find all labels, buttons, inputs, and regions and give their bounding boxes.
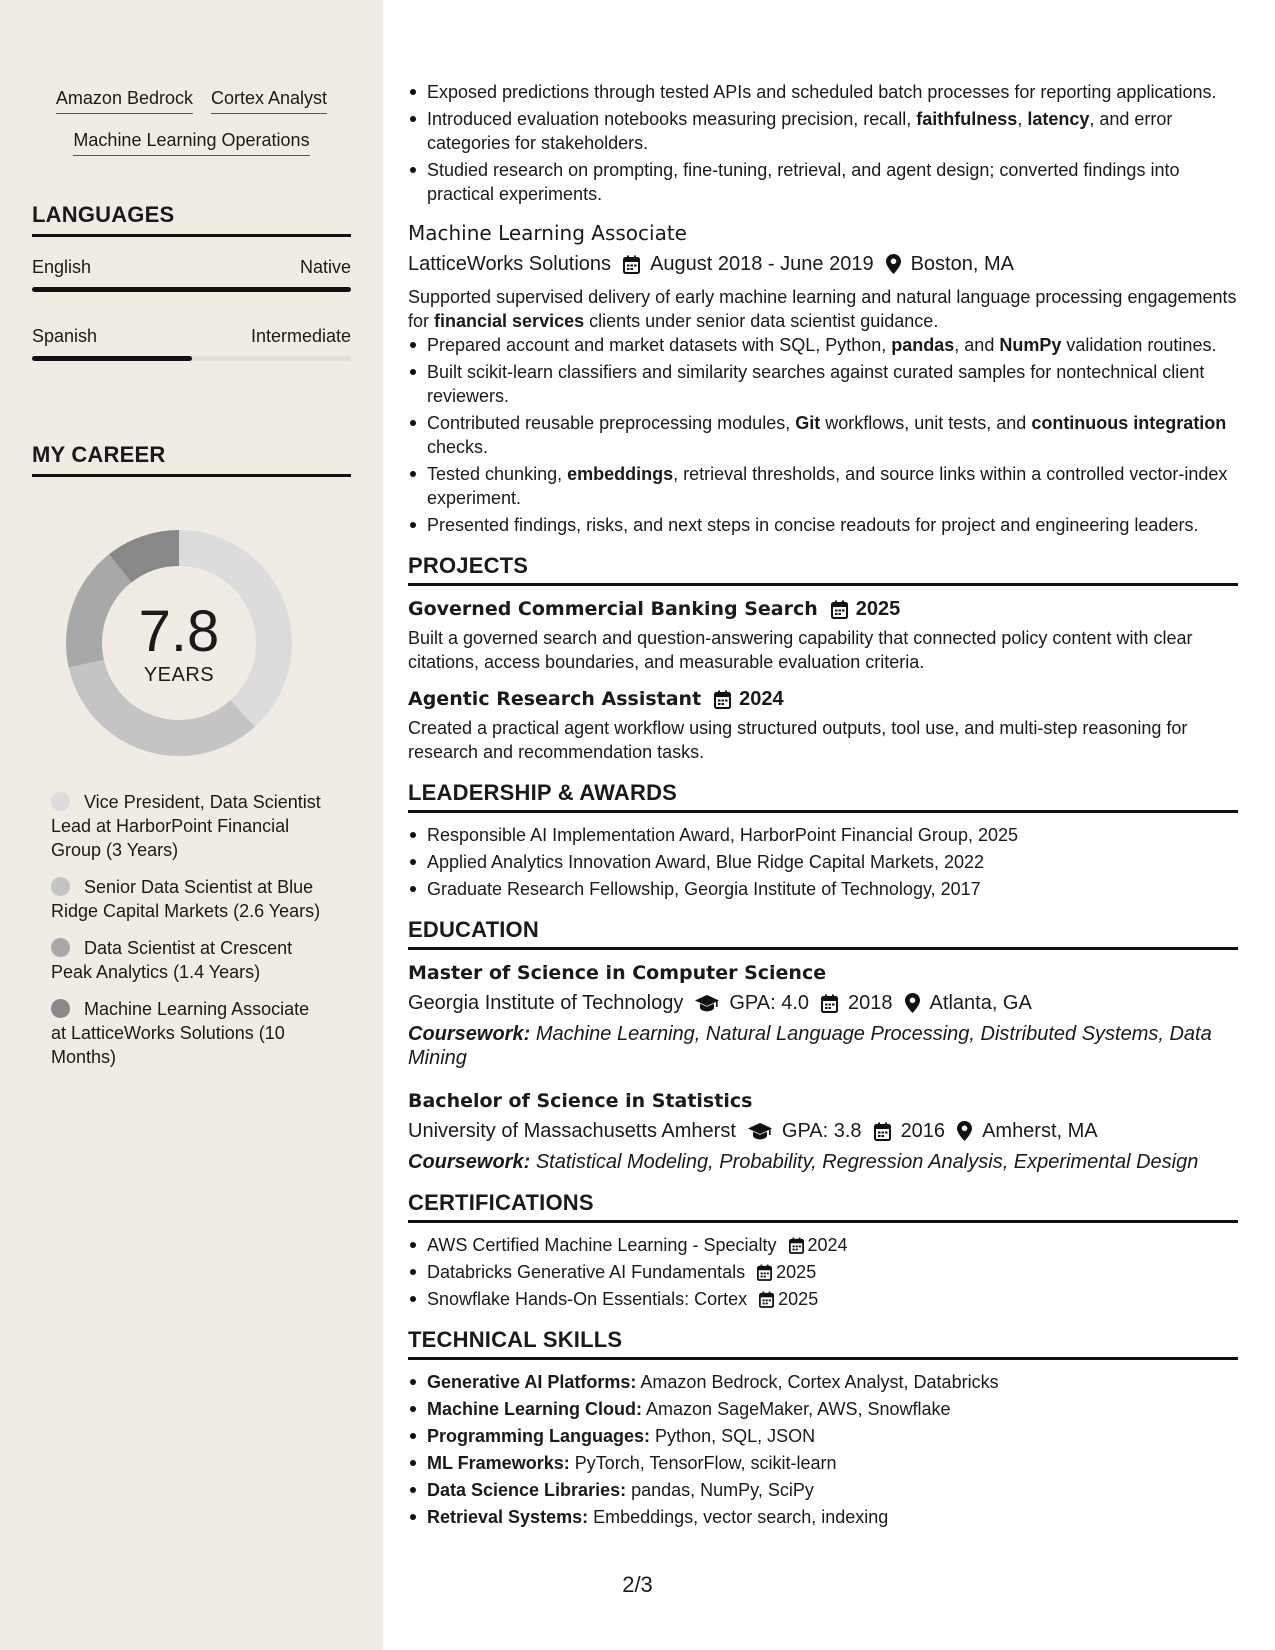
skill-item [408, 1397, 1238, 1421]
career-legend-item [51, 790, 326, 862]
language-name: English [32, 257, 92, 277]
calendar-icon [714, 690, 731, 709]
skill-item [408, 1478, 1238, 1502]
skill-values: Amazon Bedrock, Cortex Analyst, Databricks [640, 1372, 999, 1392]
company-name: LatticeWorks Solutions [408, 253, 612, 275]
graduation-cap-icon [748, 1123, 772, 1140]
project-description: Created a practical agent workflow using structured outputs, tool use, and multi-step reasoning for research and recommendation tasks. [408, 718, 1188, 762]
career-unit: YEARS [143, 664, 215, 686]
certification-item [408, 1233, 1238, 1257]
proficiency-fill [32, 356, 192, 361]
legend-dot [51, 792, 70, 811]
technical-skills-heading: TECHNICAL SKILLS [408, 1327, 1238, 1360]
role-summary: Supported supervised delivery of early machine learning and natural language processing engagements for financial services clients under senior data scientist guidance. [408, 287, 1237, 331]
sidebar [0, 0, 383, 1650]
degree-title: Master of Science in Computer Science [408, 962, 827, 984]
certifications-list [408, 1233, 1238, 1311]
coursework [408, 1022, 1238, 1070]
legend-dot [51, 877, 70, 896]
career-legend-item [51, 875, 326, 923]
bullet-item: Built scikit-learn classifiers and similarity searches against curated samples for nontechnical client reviewers. [408, 360, 1238, 408]
coursework-list: Statistical Modeling, Probability, Regression Analysis, Experimental Design [535, 1151, 1199, 1173]
calendar-icon [831, 600, 848, 619]
skill-category: Retrieval Systems: [427, 1507, 589, 1527]
project-name: Agentic Research Assistant [408, 688, 702, 710]
skill-item [408, 1424, 1238, 1448]
skill-category: Machine Learning Cloud: [427, 1399, 643, 1419]
certification-item [408, 1287, 1238, 1311]
certification-item [408, 1260, 1238, 1284]
project-year: 2025 [855, 598, 901, 620]
coursework-list: Machine Learning, Natural Language Processing, Distributed Systems, Data Mining [408, 1023, 1212, 1069]
education-entry [408, 960, 1238, 1070]
proficiency-fill [32, 287, 351, 292]
bullet-item: Exposed predictions through tested APIs and scheduled batch processes for reporting applications. [408, 80, 1238, 104]
proficiency-bar [32, 356, 351, 361]
career-legend-item [51, 936, 326, 984]
calendar-icon [757, 1264, 772, 1281]
coursework-label: Coursework: [408, 1023, 531, 1045]
location-pin-icon [957, 1121, 972, 1141]
skill-values: Amazon SageMaker, AWS, Snowflake [646, 1399, 951, 1419]
skill-values: PyTorch, TensorFlow, scikit-learn [574, 1453, 837, 1473]
coursework [408, 1150, 1238, 1174]
calendar-icon [789, 1237, 804, 1254]
career-legend-item [51, 997, 326, 1069]
calendar-icon [759, 1291, 774, 1308]
skill-item [408, 1505, 1238, 1529]
award-item: Applied Analytics Innovation Award, Blue Ridge Capital Markets, 2022 [408, 850, 1238, 874]
award-item: Responsible AI Implementation Award, HarborPoint Financial Group, 2025 [408, 823, 1238, 847]
bullet-item: Tested chunking, embeddings, retrieval thresholds, and source links within a controlled vector-index experiment. [408, 462, 1238, 510]
certifications-heading: CERTIFICATIONS [408, 1190, 1238, 1223]
language-english [32, 256, 351, 292]
bullet-item: Presented findings, risks, and next steps in concise readouts for project and engineering leaders. [408, 513, 1238, 537]
proficiency-bar [32, 287, 351, 292]
skill-tag: Amazon Bedrock [56, 86, 193, 114]
page-number: 2/3 [622, 1572, 653, 1597]
award-item: Graduate Research Fellowship, Georgia Institute of Technology, 2017 [408, 877, 1238, 901]
certification-name: Databricks Generative AI Fundamentals [427, 1262, 746, 1282]
awards-list [408, 823, 1238, 901]
graduation-year: 2016 [900, 1120, 946, 1142]
career-legend [51, 790, 326, 1082]
technical-skills-list [408, 1370, 1238, 1529]
project-title [408, 686, 1238, 712]
education-meta [408, 990, 1238, 1016]
skill-tags [32, 86, 351, 156]
skill-tag: Machine Learning Operations [73, 128, 309, 156]
calendar-icon [821, 994, 838, 1013]
gpa: GPA: 3.8 [781, 1120, 862, 1142]
skill-tag: Cortex Analyst [211, 86, 327, 114]
education-heading: EDUCATION [408, 917, 1238, 950]
location-pin-icon [905, 993, 920, 1013]
calendar-icon [623, 255, 640, 274]
certification-year: 2025 [776, 1262, 817, 1282]
role-title: Machine Learning Associate [408, 221, 687, 245]
career-label: Data Scientist at Crescent Peak Analytics (1.4 Years) [51, 938, 293, 982]
role-location: Boston, MA [910, 253, 1014, 275]
bullet-item: Introduced evaluation notebooks measuring precision, recall, faithfulness, latency, and error categories for stakeholders. [408, 107, 1238, 155]
skill-values: pandas, NumPy, SciPy [631, 1480, 814, 1500]
calendar-icon [874, 1122, 891, 1141]
role-bullets [408, 333, 1238, 537]
school-name: University of Massachusetts Amherst [408, 1120, 736, 1142]
school-location: Atlanta, GA [929, 992, 1032, 1014]
language-level: Intermediate [250, 326, 351, 346]
skill-item [408, 1370, 1238, 1394]
skill-item [408, 1451, 1238, 1475]
bullet-item: Contributed reusable preprocessing modules, Git workflows, unit tests, and continuous integration checks. [408, 411, 1238, 459]
degree-title: Bachelor of Science in Statistics [408, 1090, 753, 1112]
language-name: Spanish [32, 326, 98, 346]
career-donut-chart [66, 530, 292, 756]
skill-values: Embeddings, vector search, indexing [593, 1507, 889, 1527]
language-spanish [32, 325, 351, 361]
education-entry [408, 1088, 1238, 1174]
project-description: Built a governed search and question-answering capability that connected policy content with clear citations, access boundaries, and measurable evaluation criteria. [408, 628, 1193, 672]
school-name: Georgia Institute of Technology [408, 992, 684, 1014]
certification-name: AWS Certified Machine Learning - Specialty [427, 1235, 777, 1255]
main-content [408, 80, 1238, 1532]
bullet-item: Prepared account and market datasets with SQL, Python, pandas, and NumPy validation routines. [408, 333, 1238, 357]
languages-heading: LANGUAGES [32, 202, 351, 237]
bullet-item: Studied research on prompting, fine-tuning, retrieval, and agent design; converted findings into practical experiments. [408, 158, 1238, 206]
role-meta [408, 251, 1238, 277]
skill-values: Python, SQL, JSON [655, 1426, 816, 1446]
certification-name: Snowflake Hands-On Essentials: Cortex [427, 1289, 748, 1309]
legend-dot [51, 999, 70, 1018]
skill-category: Data Science Libraries: [427, 1480, 627, 1500]
skill-category: ML Frameworks: [427, 1453, 570, 1473]
gpa: GPA: 4.0 [729, 992, 810, 1014]
education-meta [408, 1118, 1238, 1144]
project-title [408, 596, 1238, 622]
coursework-label: Coursework: [408, 1151, 531, 1173]
certification-year: 2024 [807, 1235, 848, 1255]
language-level: Native [299, 257, 351, 277]
graduation-year: 2018 [848, 992, 893, 1014]
legend-dot [51, 938, 70, 957]
graduation-cap-icon [695, 995, 719, 1012]
certification-year: 2025 [778, 1289, 819, 1309]
role-dates: August 2018 - June 2019 [650, 253, 874, 275]
location-pin-icon [886, 254, 901, 274]
previous-role-bullets [408, 80, 1238, 206]
skill-category: Generative AI Platforms: [427, 1372, 637, 1392]
school-location: Amherst, MA [982, 1120, 1098, 1142]
awards-heading: LEADERSHIP & AWARDS [408, 780, 1238, 813]
project-year: 2024 [739, 688, 784, 710]
career-total: 7.8 [138, 599, 220, 664]
career-label: Senior Data Scientist at Blue Ridge Capital Markets (2.6 Years) [51, 877, 321, 921]
career-heading: MY CAREER [32, 442, 351, 477]
career-label: Machine Learning Associate at LatticeWorks Solutions (10 Months) [51, 999, 310, 1067]
career-label: Vice President, Data Scientist Lead at HarborPoint Financial Group (3 Years) [51, 792, 321, 860]
project-name: Governed Commercial Banking Search [408, 598, 818, 620]
projects-heading: PROJECTS [408, 553, 1238, 586]
skill-category: Programming Languages: [427, 1426, 651, 1446]
